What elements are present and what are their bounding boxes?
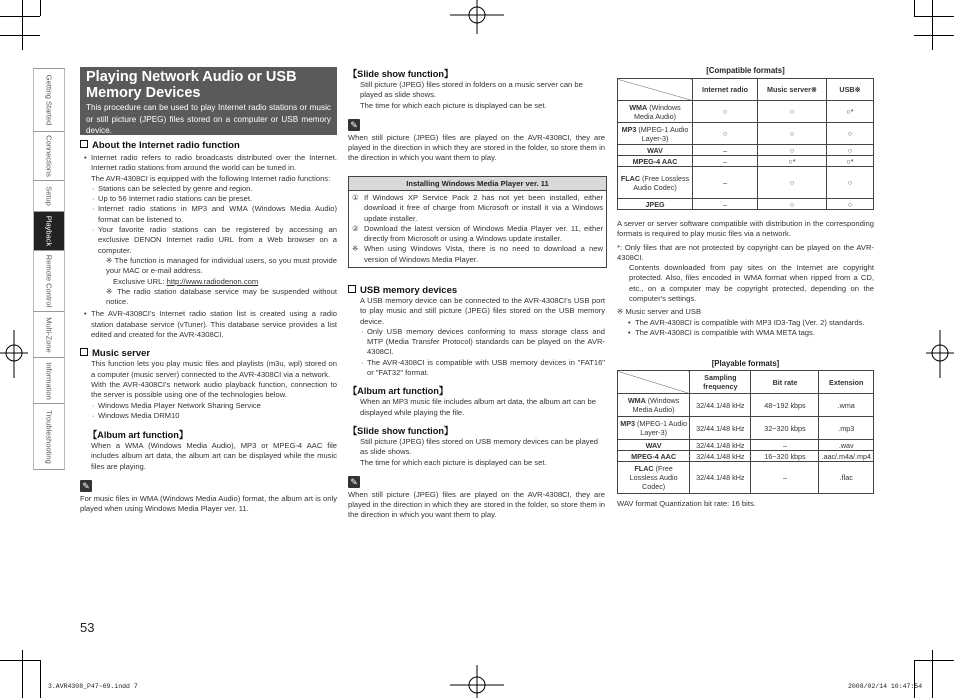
crop-mark [914, 35, 954, 36]
column-2 [348, 66, 605, 164]
crop-mark [22, 0, 23, 50]
usb-album-art-heading: 【Album art function】 [348, 386, 449, 397]
table-row: WAV [618, 440, 690, 451]
registration-mark-right [926, 330, 954, 378]
note-icon: ✎ [348, 476, 360, 488]
page-number: 53 [80, 620, 95, 635]
page-title: Playing Network Audio or USB Memory Devices [86, 69, 297, 101]
page-intro: This procedure can be used to play Internet radio stations or music or still picture (JPEG) files stored on a computer or USB memory device. [86, 103, 331, 135]
usb-body: A USB memory device can be connected to the AVR-4308CI's USB port to play music and still picture (JPEG) files stored on the USB memory device. · Only USB memory devices conforming to mass storage class and MTP (Media Transfer Protocol) standards can be played on the AVR-4308CI. · The AVR-4308CI is compatible with USB memory devices in "FAT16" or "FAT32" format. [348, 296, 605, 378]
tab-getting-started[interactable]: Getting Started [33, 69, 65, 132]
tab-troubleshooting[interactable]: Troubleshooting [33, 404, 65, 470]
column-1 [80, 140, 337, 515]
tab-information[interactable]: Information [33, 358, 65, 404]
table-row: WAV [618, 145, 693, 156]
table-row: MPEG-4 AAC [618, 156, 693, 167]
note-icon: ✎ [348, 119, 360, 131]
date-label: 2008/02/14 10:47:54 [848, 683, 923, 690]
section-heading-usb: USB memory devices [348, 285, 605, 296]
crop-mark [932, 0, 933, 50]
registration-mark-top [450, 0, 504, 34]
usb-album-art-body: When an MP3 music file includes album art data, the album art can be displayed while playing the file. [360, 397, 596, 417]
radiodenon-link[interactable]: http://www.radiodenon.com [166, 276, 259, 286]
slide-show-body: Still picture (JPEG) files stored in folders on a music server can be played as slide shows. The time for which each picture is displayed can be set. [360, 80, 583, 110]
slide-show-heading: 【Slide show function】 [348, 69, 454, 79]
compat-notes: A server or server software compatible with distribution in the corresponding formats is required to play music files via a network. *: Only files that are not protected by copyright can be played on the AVR-4308CI. Contents downloaded from pay sites on the Internet are copyright protected. Also, files encoded in WMA format when ripped from a CD, etc., on a computer may be copyright protected, depending on the computer's settings. ※ Music server and USB • The AVR-4308CI is compatible with MP3 ID3-Tag (Ver. 2) standards. • The AVR-4308CI is compatible with WMA META tags. [617, 219, 874, 338]
crop-mark [914, 16, 954, 17]
music-server-body: This function lets you play music files and playlists (m3u, wpl) stored on a computer (music server) connected to the AVR-4308CI via a network. With the AVR-4308CI's network audio playback function, connection to the server is possible using one of the technologies below. · Windows Media Player Network Sharing Service · Windows Media DRM10 [80, 359, 337, 421]
usb-slide-show-body: Still picture (JPEG) files stored on USB memory devices can be played as slide shows. The time for which each picture is displayed can be set. [360, 436, 599, 467]
page-header [80, 67, 337, 135]
compatible-formats-table: Internet radio Music server※ USB※ WMA (Windows Media Audio) ○ ○ ○* MP3 (MPEG-1 Audio Layer-3) ○ ○ ○ WAV – ○ ○ MPEG-4 AAC – ○* ○* FLAC (Free Lossless Audio Codec) – ○ ○ JPEG – ○ ○ [617, 78, 874, 210]
album-art-heading: 【Album art function】 [88, 430, 189, 441]
tab-playback[interactable]: Playback [33, 212, 65, 251]
crop-mark [0, 35, 40, 36]
usb-slide-show-heading: 【Slide show function】 [348, 425, 454, 436]
tab-setup[interactable]: Setup [33, 181, 65, 212]
crop-mark [914, 660, 915, 698]
install-wmp-box: Installing Windows Media Player ver. 11 ① If Windows XP Service Pack 2 has not yet been installed, either download it free of charge from Microsoft or install it via a Windows update installer. ② Download the latest version of Windows Media Player ver. 11, either directly from Microsoft or using a Windows update installer. ※ When using Windows Vista, there is no need to download a new version of Windows Media Player. [348, 176, 607, 268]
note-icon: ✎ [80, 480, 92, 492]
table-row: JPEG [618, 199, 693, 210]
table-row: WMA (Windows Media Audio) [618, 101, 693, 123]
section-heading-internet-radio: About the Internet radio function [80, 140, 337, 151]
table-row: MP3 (MPEG-1 Audio Layer-3) [618, 417, 690, 440]
playable-formats-table: Sampling frequency Bit rate Extension WMA (Windows Media Audio) 32/44.1/48 kHz 48~192 kbps .wma MP3 (MPEG-1 Audio Layer-3) 32/44.1/48 kHz 32~320 kbps .mp3 WAV 32/44.1/48 kHz – .wav MPEG-4 AAC 32/44.1/48 kHz 16~320 kbps .aac/.m4a/.mp4 FLAC (Free Lossless Audio Codec) 32/44.1/48 kHz – .flac [617, 370, 874, 494]
column-2-lower [348, 285, 605, 521]
table-row: MP3 (MPEG-1 Audio Layer-3) [618, 123, 693, 145]
album-art-body: When a WMA (Windows Media Audio), MP3 or MPEG-4 AAC file includes album art data, the album art can be displayed while the music files are playing. [91, 441, 337, 471]
registration-mark-bottom [450, 665, 504, 698]
crop-mark [914, 0, 915, 16]
table-row: MPEG-4 AAC [618, 451, 690, 462]
usb-slide-show-note: When still picture (JPEG) files are played on the AVR-4308CI, they are played in the direction in which they are stored in the folder, so store them in the direction in which you want them to play. [348, 489, 605, 520]
album-art-note: For music files in WMA (Windows Media Audio) format, the album art is only played when using Windows Media Player ver. 11. [80, 494, 337, 514]
section-tabs [33, 68, 65, 470]
playable-formats-title: [Playable formats] [711, 359, 780, 368]
crop-mark [914, 660, 954, 661]
crop-mark [40, 660, 41, 698]
table-row: FLAC (Free Lossless Audio Codec) [618, 462, 690, 494]
wav-note: WAV format Quantization bit rate: 16 bits. [617, 499, 756, 508]
table-row: FLAC (Free Lossless Audio Codec) [618, 167, 693, 199]
tab-multi-zone[interactable]: Multi-Zone [33, 312, 65, 358]
crop-mark [0, 660, 40, 661]
compatible-formats-title: [Compatible formats] [706, 66, 785, 75]
internet-radio-body: • Internet radio refers to radio broadcasts distributed over the Internet. Internet radio stations from around the world can be tuned in. The AVR-4308CI is equipped with the following Internet radio functions: · Stations can be selected by genre and region. · Up to 56 Internet radio stations can be preset. · Internet radio stations in MP3 and WMA (Windows Media Audio) format can be listened to. · Your favorite radio stations can be registered by accessing an exclusive DENON Internet radio URL from a Web browser on a computer. ※ The function is managed for individual users, so you must provide your MAC or e-mail address. Exclusive URL: http://www.radiodenon.com ※ The radio station database service may be suspended without notice. • The AVR-4308CI's Internet radio station list is created using a radio station database service (vTuner). This database service provides a list edited and created for the AVR-4308CI. [80, 153, 337, 340]
registration-mark-left [0, 330, 28, 378]
crop-mark [40, 0, 41, 16]
install-wmp-title: Installing Windows Media Player ver. 11 [349, 177, 606, 191]
crop-mark [22, 650, 23, 698]
tab-connections[interactable]: Connections [33, 132, 65, 181]
file-label: 3.AVR4308_P47~69.indd 7 [48, 683, 138, 690]
slide-show-note: When still picture (JPEG) files are played on the AVR-4308CI, they are played in the direction in which they are stored in the folder, so store them in the direction in which you want them to play. [348, 132, 605, 163]
crop-mark [932, 650, 933, 698]
crop-mark [0, 16, 40, 17]
section-heading-music-server: Music server [80, 348, 337, 359]
tab-remote-control[interactable]: Remote Control [33, 251, 65, 312]
table-row: WMA (Windows Media Audio) [618, 394, 690, 417]
